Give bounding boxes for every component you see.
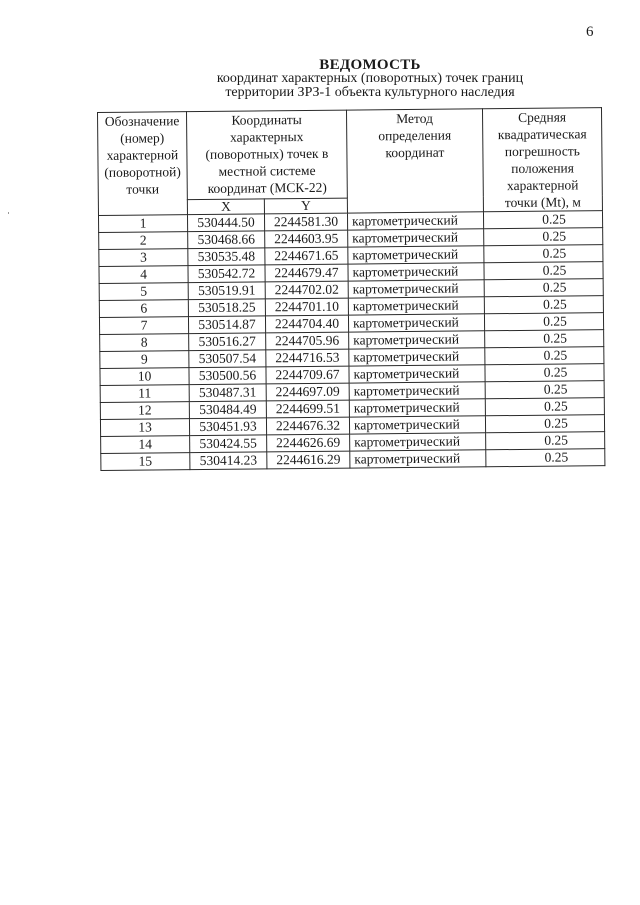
page-number: 6	[586, 24, 594, 40]
y-coordinate-cell: 2244699.51	[266, 400, 349, 418]
error-cell: 0.25	[485, 347, 604, 365]
point-number-cell: 1	[98, 215, 187, 233]
point-number-cell: 5	[99, 283, 188, 301]
y-coordinate-cell: 2244676.32	[266, 417, 349, 435]
method-cell: картометрический	[348, 297, 484, 315]
y-coordinate-cell: 2244697.09	[266, 383, 349, 401]
header-mean-square-error: Средняя квадратическая погрешность положения характерной точки (Mt), м	[482, 108, 602, 212]
coordinates-table-wrapper	[97, 107, 605, 471]
error-cell: 0.25	[485, 364, 604, 382]
point-number-cell: 9	[100, 351, 189, 369]
point-number-cell: 8	[100, 334, 189, 352]
x-coordinate-cell: 530518.25	[188, 299, 265, 317]
y-coordinate-cell: 2244709.67	[266, 366, 349, 384]
point-number-cell: 2	[99, 232, 188, 250]
error-cell: 0.25	[484, 313, 603, 331]
y-coordinate-cell: 2244581.30	[264, 213, 347, 231]
method-cell: картометрический	[349, 399, 485, 417]
scan-artifact	[8, 212, 9, 214]
error-cell: 0.25	[485, 330, 604, 348]
header-x: X	[187, 199, 264, 215]
error-cell: 0.25	[484, 228, 603, 246]
document-subtitle-line-1: координат характерных (поворотных) точек границ	[216, 71, 524, 86]
point-number-cell: 7	[99, 317, 188, 335]
point-number-cell: 15	[101, 453, 190, 471]
error-cell: 0.25	[486, 449, 605, 467]
header-coordinates: Координаты характерных (поворотных) точек в местной системе координат (МСК-22)	[187, 110, 348, 199]
x-coordinate-cell: 530424.55	[190, 435, 267, 453]
method-cell: картометрический	[349, 331, 485, 349]
x-coordinate-cell: 530519.91	[188, 282, 265, 300]
method-cell: картометрический	[350, 450, 486, 468]
y-coordinate-cell: 2244705.96	[266, 332, 349, 350]
point-number-cell: 3	[99, 249, 188, 267]
y-coordinate-cell: 2244679.47	[265, 264, 348, 282]
method-cell: картометрический	[349, 348, 485, 366]
x-coordinate-cell: 530484.49	[189, 401, 266, 419]
point-number-cell: 11	[100, 385, 189, 403]
error-cell: 0.25	[484, 262, 603, 280]
point-number-cell: 14	[101, 436, 190, 454]
method-cell: картометрический	[349, 365, 485, 383]
y-coordinate-cell: 2244616.29	[267, 451, 350, 469]
error-cell: 0.25	[483, 211, 602, 229]
method-cell: картометрический	[348, 263, 484, 281]
x-coordinate-cell: 530444.50	[187, 214, 264, 232]
table-header-row	[98, 108, 603, 201]
x-coordinate-cell: 530514.87	[188, 316, 265, 334]
x-coordinate-cell: 530516.27	[189, 333, 266, 351]
error-cell: 0.25	[484, 245, 603, 263]
x-coordinate-cell: 530500.56	[189, 367, 266, 385]
point-number-cell: 6	[99, 300, 188, 318]
method-cell: картометрический	[349, 416, 485, 434]
error-cell: 0.25	[484, 279, 603, 297]
y-coordinate-cell: 2244702.02	[265, 281, 348, 299]
document-subtitle-line-2: территории ЗРЗ-1 объекта культурного наследия	[225, 85, 515, 100]
x-coordinate-cell: 530468.66	[188, 231, 265, 249]
document-title: ВЕДОМОСТЬ	[319, 57, 421, 73]
error-cell: 0.25	[484, 296, 603, 314]
header-method: Метод определения координат	[346, 109, 483, 213]
method-cell: картометрический	[347, 212, 483, 230]
x-coordinate-cell: 530451.93	[189, 418, 266, 436]
method-cell: картометрический	[348, 314, 484, 332]
error-cell: 0.25	[485, 415, 604, 433]
point-number-cell: 4	[99, 266, 188, 284]
method-cell: картометрический	[350, 433, 486, 451]
header-point-number: Обозначение (номер) характерной (поворотной) точки	[98, 112, 188, 216]
method-cell: картометрический	[348, 280, 484, 298]
y-coordinate-cell: 2244626.69	[267, 434, 350, 452]
y-coordinate-cell: 2244603.95	[265, 230, 348, 248]
x-coordinate-cell: 530487.31	[189, 384, 266, 402]
point-number-cell: 13	[100, 419, 189, 437]
y-coordinate-cell: 2244701.10	[265, 298, 348, 316]
method-cell: картометрический	[348, 229, 484, 247]
y-coordinate-cell: 2244716.53	[266, 349, 349, 367]
y-coordinate-cell: 2244704.40	[265, 315, 348, 333]
x-coordinate-cell: 530414.23	[190, 452, 267, 470]
table-body	[98, 211, 604, 471]
point-number-cell: 12	[100, 402, 189, 420]
method-cell: картометрический	[349, 382, 485, 400]
error-cell: 0.25	[486, 432, 605, 450]
header-y: Y	[264, 198, 347, 214]
x-coordinate-cell: 530535.48	[188, 248, 265, 266]
coordinates-table	[97, 107, 605, 471]
x-coordinate-cell: 530542.72	[188, 265, 265, 283]
document-title-block	[150, 58, 590, 100]
point-number-cell: 10	[100, 368, 189, 386]
error-cell: 0.25	[485, 381, 604, 399]
table-row	[101, 449, 605, 471]
method-cell: картометрический	[348, 246, 484, 264]
x-coordinate-cell: 530507.54	[189, 350, 266, 368]
y-coordinate-cell: 2244671.65	[265, 247, 348, 265]
error-cell: 0.25	[485, 398, 604, 416]
